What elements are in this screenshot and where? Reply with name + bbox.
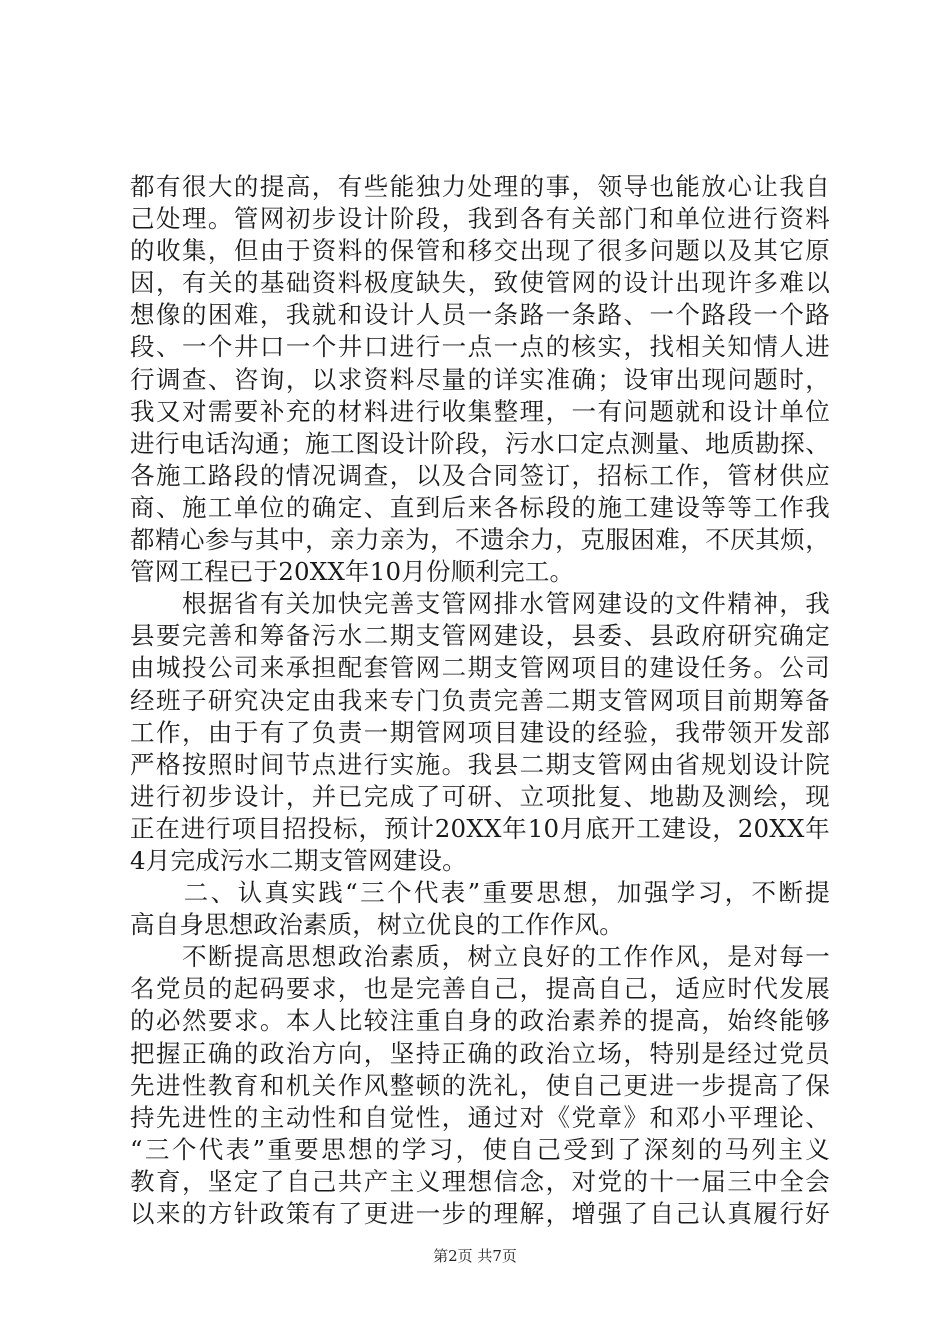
text-line: 不断提高思想政治素质，树立良好的工作作风，是对每一 — [130, 942, 830, 972]
document-body — [130, 171, 830, 1230]
text-line: 段、一个井口一个井口进行一点一点的核实，找相关知情人进 — [130, 332, 830, 362]
text-line: 的收集，但由于资料的保管和移交出现了很多问题以及其它原 — [130, 236, 830, 266]
text-line: 进行电话沟通；施工图设计阶段，污水口定点测量、地质勘探、 — [130, 428, 830, 458]
text-line: 根据省有关加快完善支管网排水管网建设的文件精神，我 — [130, 589, 830, 619]
text-line: 管网工程已于20XX年10月份顺利完工。 — [130, 557, 575, 587]
text-line: 各施工路段的情况调查，以及合同签订，招标工作，管材供应 — [130, 460, 830, 490]
text-line: 经班子研究决定由我来专门负责完善二期支管网项目前期筹备 — [130, 685, 830, 715]
text-line: 县要完善和筹备污水二期支管网建设，县委、县政府研究确定 — [130, 621, 830, 651]
text-line: 因，有关的基础资料极度缺失，致使管网的设计出现许多难以 — [130, 268, 830, 298]
text-line: 教育，坚定了自己共产主义理想信念，对党的十一届三中全会 — [130, 1166, 830, 1196]
text-line: “三个代表”重要思想的学习，使自己受到了深刻的马列主义 — [130, 1134, 830, 1164]
text-line: 我又对需要补充的材料进行收集整理，一有问题就和设计单位 — [130, 396, 830, 426]
text-line: 进行初步设计，并已完成了可研、立项批复、地勘及测绘，现 — [130, 781, 830, 811]
text-line: 4月完成污水二期支管网建设。 — [130, 845, 467, 875]
text-line: 名党员的起码要求，也是完善自己，提高自己，适应时代发展 — [130, 974, 830, 1004]
text-line: 把握正确的政治方向，坚持正确的政治立场，特别是经过党员 — [130, 1038, 830, 1068]
text-line: 己处理。管网初步设计阶段，我到各有关部门和单位进行资料 — [130, 204, 830, 234]
page-footer: 第2页 共7页 — [433, 1247, 517, 1265]
text-line: 严格按照时间节点进行实施。我县二期支管网由省规划设计院 — [130, 749, 830, 779]
text-line: 都有很大的提高，有些能独力处理的事，领导也能放心让我自 — [130, 172, 830, 201]
text-line: 由城投公司来承担配套管网二期支管网项目的建设任务。公司 — [130, 653, 830, 683]
text-line: 持先进性的主动性和自觉性，通过对《党章》和邓小平理论、 — [130, 1102, 830, 1132]
text-line: 高自身思想政治素质，树立优良的工作作风。 — [130, 910, 624, 940]
text-line: 正在进行项目招投标，预计20XX年10月底开工建设，20XX年 — [130, 813, 830, 843]
text-line: 二、认真实践“三个代表”重要思想，加强学习，不断提 — [130, 878, 830, 908]
text-line: 工作，由于有了负责一期管网项目建设的经验，我带领开发部 — [130, 717, 830, 747]
text-line: 想像的困难，我就和设计人员一条路一条路、一个路段一个路 — [130, 300, 830, 330]
text-line: 都精心参与其中，亲力亲为，不遗余力，克服困难，不厌其烦， — [130, 525, 830, 555]
text-line: 以来的方针政策有了更进一步的理解，增强了自己认真履行好 — [130, 1199, 830, 1228]
text-line: 先进性教育和机关作风整顿的洗礼，使自己更进一步提高了保 — [130, 1070, 830, 1100]
text-line: 的必然要求。本人比较注重自身的政治素养的提高，始终能够 — [130, 1006, 830, 1036]
text-line: 商、施工单位的确定、直到后来各标段的施工建设等等工作我 — [130, 492, 830, 522]
text-line: 行调查、咨询，以求资料尽量的详实准确；设审出现问题时， — [130, 364, 830, 394]
